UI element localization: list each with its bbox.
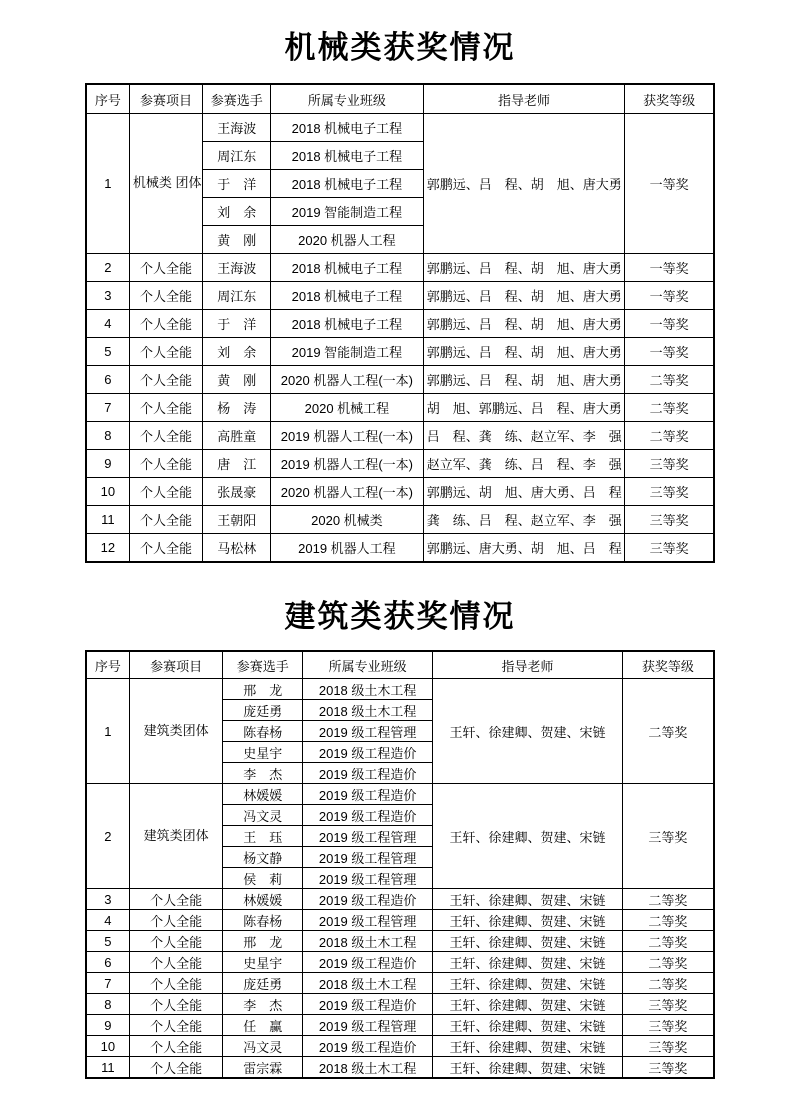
contestant-name: 任 赢	[223, 1015, 303, 1036]
teachers-cell: 郭鹏远、吕 程、胡 旭、唐大勇	[423, 254, 625, 282]
award-cell: 三等奖	[622, 1057, 714, 1079]
project-cell: 个人全能	[129, 931, 223, 952]
project-cell: 个人全能	[129, 1057, 223, 1079]
project-cell: 机械类 团体	[129, 114, 202, 254]
contestant-name: 邢 龙	[223, 931, 303, 952]
teachers-cell: 吕 程、龚 练、赵立军、李 强	[423, 422, 625, 450]
contestant-name: 刘 余	[203, 198, 271, 226]
column-header: 所属专业班级	[303, 651, 433, 679]
column-header: 指导老师	[433, 651, 623, 679]
contestant-name: 史星宇	[223, 742, 303, 763]
project-cell: 个人全能	[129, 338, 202, 366]
row-number: 2	[86, 784, 129, 889]
award-cell: 三等奖	[622, 784, 714, 889]
class-cell: 2018 级土木工程	[303, 679, 433, 700]
contestant-name: 邢 龙	[223, 679, 303, 700]
header-row	[86, 84, 714, 114]
table-row	[86, 889, 714, 910]
teachers-cell: 郭鹏远、吕 程、胡 旭、唐大勇	[423, 282, 625, 310]
table-row	[86, 910, 714, 931]
column-header: 参赛项目	[129, 651, 223, 679]
award-cell: 三等奖	[625, 450, 714, 478]
award-cell: 二等奖	[625, 422, 714, 450]
teachers-cell: 胡 旭、郭鹏远、吕 程、唐大勇	[423, 394, 625, 422]
class-cell: 2018 机械电子工程	[271, 170, 424, 198]
table-row	[86, 534, 714, 563]
award-cell: 一等奖	[625, 310, 714, 338]
class-cell: 2019 级工程管理	[303, 721, 433, 742]
award-cell: 三等奖	[622, 994, 714, 1015]
award-cell: 二等奖	[622, 889, 714, 910]
class-cell: 2019 级工程造价	[303, 805, 433, 826]
teachers-cell: 王轩、徐建卿、贺建、宋链	[433, 679, 623, 784]
contestant-name: 陈春杨	[223, 721, 303, 742]
class-cell: 2020 机器人工程(一本)	[271, 478, 424, 506]
teachers-cell: 王轩、徐建卿、贺建、宋链	[433, 1036, 623, 1057]
table-row	[86, 952, 714, 973]
award-cell: 一等奖	[625, 114, 714, 254]
row-number: 10	[86, 1036, 129, 1057]
column-header: 序号	[86, 651, 129, 679]
column-header: 指导老师	[423, 84, 625, 114]
column-header: 序号	[86, 84, 129, 114]
table-row	[86, 450, 714, 478]
class-cell: 2018 级土木工程	[303, 700, 433, 721]
row-number: 5	[86, 931, 129, 952]
table-row	[86, 366, 714, 394]
table-row	[86, 338, 714, 366]
class-cell: 2018 机械电子工程	[271, 142, 424, 170]
project-cell: 个人全能	[129, 422, 202, 450]
table-row	[86, 422, 714, 450]
award-cell: 二等奖	[625, 366, 714, 394]
row-number: 5	[86, 338, 129, 366]
project-cell: 个人全能	[129, 952, 223, 973]
project-cell: 个人全能	[129, 366, 202, 394]
award-cell: 三等奖	[622, 1036, 714, 1057]
row-number: 12	[86, 534, 129, 563]
table-row	[86, 784, 714, 805]
mechanical-awards-table	[85, 83, 715, 563]
table-row	[86, 254, 714, 282]
contestant-name: 周江东	[203, 142, 271, 170]
class-cell: 2019 级工程管理	[303, 910, 433, 931]
class-cell: 2018 机械电子工程	[271, 114, 424, 142]
row-number: 4	[86, 910, 129, 931]
teachers-cell: 王轩、徐建卿、贺建、宋链	[433, 1015, 623, 1036]
mechanical-awards-title: 机械类获奖情况	[284, 30, 516, 65]
award-cell: 二等奖	[622, 910, 714, 931]
table-row	[86, 394, 714, 422]
teachers-cell: 王轩、徐建卿、贺建、宋链	[433, 784, 623, 889]
class-cell: 2019 机器人工程(一本)	[271, 422, 424, 450]
construction-awards-title: 建筑类获奖情况	[284, 599, 516, 634]
class-cell: 2018 机械电子工程	[271, 310, 424, 338]
row-number: 1	[86, 679, 129, 784]
contestant-name: 史星宇	[223, 952, 303, 973]
construction-awards-table	[85, 650, 715, 1079]
class-cell: 2018 级土木工程	[303, 973, 433, 994]
contestant-name: 刘 余	[203, 338, 271, 366]
award-cell: 二等奖	[622, 973, 714, 994]
contestant-name: 杨文静	[223, 847, 303, 868]
teachers-cell: 郭鹏远、胡 旭、唐大勇、吕 程	[423, 478, 625, 506]
project-cell: 个人全能	[129, 394, 202, 422]
contestant-name: 于 洋	[203, 170, 271, 198]
contestant-name: 黄 刚	[203, 366, 271, 394]
contestant-name: 林媛媛	[223, 784, 303, 805]
column-header: 所属专业班级	[271, 84, 424, 114]
table-row	[86, 1015, 714, 1036]
contestant-name: 陈春杨	[223, 910, 303, 931]
column-header: 参赛项目	[129, 84, 202, 114]
table-row	[86, 506, 714, 534]
contestant-name: 林媛媛	[223, 889, 303, 910]
column-header: 获奖等级	[625, 84, 714, 114]
class-cell: 2019 级工程造价	[303, 952, 433, 973]
contestant-name: 唐 江	[203, 450, 271, 478]
project-cell: 个人全能	[129, 534, 202, 563]
contestant-name: 马松林	[203, 534, 271, 563]
project-cell: 个人全能	[129, 310, 202, 338]
contestant-name: 王朝阳	[203, 506, 271, 534]
row-number: 8	[86, 994, 129, 1015]
table-row	[86, 973, 714, 994]
contestant-name: 冯文灵	[223, 805, 303, 826]
class-cell: 2020 机器人工程(一本)	[271, 366, 424, 394]
class-cell: 2019 级工程管理	[303, 826, 433, 847]
column-header: 获奖等级	[622, 651, 714, 679]
row-number: 7	[86, 394, 129, 422]
table-row	[86, 478, 714, 506]
award-cell: 二等奖	[622, 679, 714, 784]
contestant-name: 杨 涛	[203, 394, 271, 422]
project-cell: 建筑类团体	[129, 679, 223, 784]
teachers-cell: 赵立军、龚 练、吕 程、李 强	[423, 450, 625, 478]
row-number: 3	[86, 282, 129, 310]
class-cell: 2019 级工程造价	[303, 763, 433, 784]
class-cell: 2019 级工程造价	[303, 889, 433, 910]
contestant-name: 王海波	[203, 254, 271, 282]
contestant-name: 周江东	[203, 282, 271, 310]
row-number: 10	[86, 478, 129, 506]
teachers-cell: 王轩、徐建卿、贺建、宋链	[433, 994, 623, 1015]
project-cell: 个人全能	[129, 889, 223, 910]
row-number: 8	[86, 422, 129, 450]
teachers-cell: 郭鹏远、吕 程、胡 旭、唐大勇	[423, 366, 625, 394]
teachers-cell: 郭鹏远、吕 程、胡 旭、唐大勇	[423, 114, 625, 254]
class-cell: 2018 级土木工程	[303, 931, 433, 952]
contestant-name: 高胜童	[203, 422, 271, 450]
construction-awards-section	[0, 563, 800, 1079]
row-number: 6	[86, 366, 129, 394]
award-cell: 三等奖	[622, 1015, 714, 1036]
project-cell: 个人全能	[129, 994, 223, 1015]
contestant-name: 冯文灵	[223, 1036, 303, 1057]
teachers-cell: 郭鹏远、吕 程、胡 旭、唐大勇	[423, 310, 625, 338]
teachers-cell: 王轩、徐建卿、贺建、宋链	[433, 931, 623, 952]
contestant-name: 王海波	[203, 114, 271, 142]
class-cell: 2019 机器人工程	[271, 534, 424, 563]
award-cell: 二等奖	[622, 952, 714, 973]
class-cell: 2018 机械电子工程	[271, 282, 424, 310]
class-cell: 2019 机器人工程(一本)	[271, 450, 424, 478]
award-cell: 二等奖	[625, 394, 714, 422]
column-header: 参赛选手	[223, 651, 303, 679]
class-cell: 2019 级工程管理	[303, 868, 433, 889]
class-cell: 2019 级工程造价	[303, 1036, 433, 1057]
contestant-name: 庞廷勇	[223, 973, 303, 994]
class-cell: 2020 机械类	[271, 506, 424, 534]
row-number: 1	[86, 114, 129, 254]
row-number: 11	[86, 1057, 129, 1079]
class-cell: 2019 智能制造工程	[271, 338, 424, 366]
row-number: 4	[86, 310, 129, 338]
row-number: 9	[86, 450, 129, 478]
contestant-name: 侯 莉	[223, 868, 303, 889]
class-cell: 2019 级工程造价	[303, 784, 433, 805]
project-cell: 个人全能	[129, 254, 202, 282]
class-cell: 2020 机械工程	[271, 394, 424, 422]
table-row	[86, 931, 714, 952]
project-cell: 个人全能	[129, 450, 202, 478]
award-cell: 三等奖	[625, 534, 714, 563]
table-row	[86, 114, 714, 142]
project-cell: 建筑类团体	[129, 784, 223, 889]
row-number: 9	[86, 1015, 129, 1036]
class-cell: 2018 级土木工程	[303, 1057, 433, 1079]
award-cell: 一等奖	[625, 338, 714, 366]
project-cell: 个人全能	[129, 478, 202, 506]
class-cell: 2020 机器人工程	[271, 226, 424, 254]
project-cell: 个人全能	[129, 910, 223, 931]
table-row	[86, 1057, 714, 1079]
class-cell: 2019 级工程造价	[303, 994, 433, 1015]
contestant-name: 张晟豪	[203, 478, 271, 506]
row-number: 3	[86, 889, 129, 910]
row-number: 11	[86, 506, 129, 534]
column-header: 参赛选手	[203, 84, 271, 114]
header-row	[86, 651, 714, 679]
teachers-cell: 郭鹏远、唐大勇、胡 旭、吕 程	[423, 534, 625, 563]
table-row	[86, 310, 714, 338]
class-cell: 2019 级工程管理	[303, 847, 433, 868]
class-cell: 2019 智能制造工程	[271, 198, 424, 226]
row-number: 2	[86, 254, 129, 282]
class-cell: 2019 级工程管理	[303, 1015, 433, 1036]
table-row	[86, 679, 714, 700]
teachers-cell: 王轩、徐建卿、贺建、宋链	[433, 952, 623, 973]
award-cell: 三等奖	[625, 478, 714, 506]
project-cell: 个人全能	[129, 1015, 223, 1036]
row-number: 7	[86, 973, 129, 994]
project-cell: 个人全能	[129, 973, 223, 994]
contestant-name: 于 洋	[203, 310, 271, 338]
teachers-cell: 龚 练、吕 程、赵立军、李 强	[423, 506, 625, 534]
teachers-cell: 郭鹏远、吕 程、胡 旭、唐大勇	[423, 338, 625, 366]
table-row	[86, 994, 714, 1015]
class-cell: 2018 机械电子工程	[271, 254, 424, 282]
contestant-name: 庞廷勇	[223, 700, 303, 721]
row-number: 6	[86, 952, 129, 973]
award-cell: 二等奖	[622, 931, 714, 952]
project-cell: 个人全能	[129, 282, 202, 310]
teachers-cell: 王轩、徐建卿、贺建、宋链	[433, 1057, 623, 1079]
table-row	[86, 282, 714, 310]
contestant-name: 李 杰	[223, 763, 303, 784]
project-cell: 个人全能	[129, 506, 202, 534]
award-cell: 一等奖	[625, 282, 714, 310]
award-cell: 三等奖	[625, 506, 714, 534]
contestant-name: 李 杰	[223, 994, 303, 1015]
contestant-name: 王 珏	[223, 826, 303, 847]
teachers-cell: 王轩、徐建卿、贺建、宋链	[433, 910, 623, 931]
contestant-name: 黄 刚	[203, 226, 271, 254]
class-cell: 2019 级工程造价	[303, 742, 433, 763]
teachers-cell: 王轩、徐建卿、贺建、宋链	[433, 889, 623, 910]
contestant-name: 雷宗霖	[223, 1057, 303, 1079]
teachers-cell: 王轩、徐建卿、贺建、宋链	[433, 973, 623, 994]
award-cell: 一等奖	[625, 254, 714, 282]
table-row	[86, 1036, 714, 1057]
project-cell: 个人全能	[129, 1036, 223, 1057]
